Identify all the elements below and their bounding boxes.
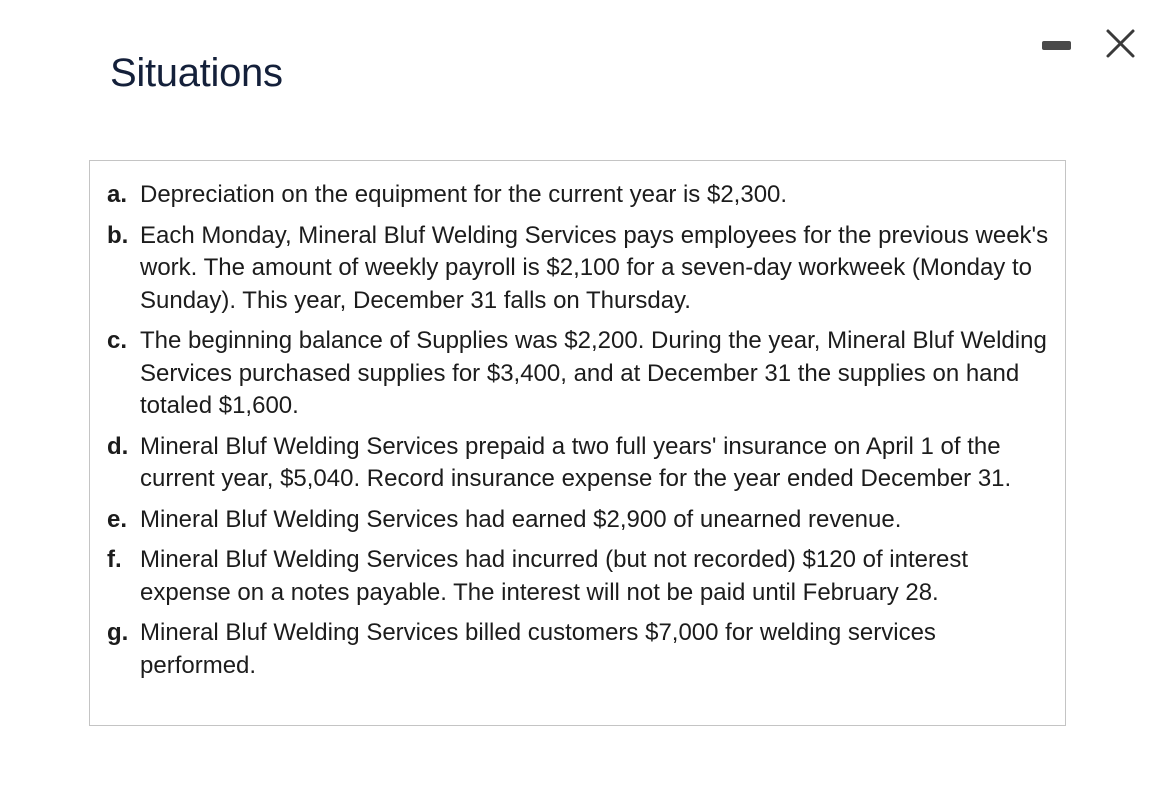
- situation-letter: f.: [107, 546, 122, 573]
- situation-text: Each Monday, Mineral Bluf Welding Services pays employees for the previous week's work. The amount of weekly payroll is $2,100 for a seven-day workweek (Monday to Sunday). This year, December 31 falls on Thursday.: [140, 221, 1049, 314]
- situations-panel: [89, 160, 1066, 726]
- situation-item-c: [107, 325, 1052, 423]
- minimize-icon: [1042, 41, 1071, 50]
- situation-text: The beginning balance of Supplies was $2,200. During the year, Mineral Bluf Welding Services purchased supplies for $3,400, and at December 31 the supplies on hand totaled $1,600.: [140, 327, 1047, 419]
- situation-text: Mineral Bluf Welding Services had earned $2,900 of unearned revenue.: [140, 505, 902, 533]
- situation-text: Mineral Bluf Welding Services had incurred (but not recorded) $120 of interest expense on a notes payable. The interest will not be paid until February 28.: [140, 546, 968, 606]
- minimize-button[interactable]: [1040, 26, 1074, 60]
- situation-item-f: [107, 544, 1052, 609]
- situation-item-e: [107, 504, 1052, 537]
- situation-letter: c.: [107, 327, 128, 354]
- situation-letter: a.: [107, 181, 128, 208]
- situations-list: [107, 179, 1052, 690]
- page-title: Situations: [110, 51, 283, 95]
- situation-text: Depreciation on the equipment for the current year is $2,300.: [140, 181, 788, 208]
- situation-text: Mineral Bluf Welding Services billed customers $7,000 for welding services performed.: [140, 619, 936, 679]
- situation-item-a: [107, 179, 1052, 212]
- situation-letter: b.: [107, 221, 129, 249]
- situation-item-g: [107, 617, 1052, 682]
- close-icon: [1103, 27, 1137, 61]
- situation-letter: g.: [107, 619, 129, 646]
- situation-item-d: [107, 431, 1052, 496]
- situation-letter: e.: [107, 505, 128, 533]
- situation-item-b: [107, 220, 1052, 318]
- situation-letter: d.: [107, 432, 129, 460]
- situation-text: Mineral Bluf Welding Services prepaid a two full years' insurance on April 1 of the current year, $5,040. Record insurance expense for the year ended December 31.: [140, 432, 1012, 492]
- close-button[interactable]: [1103, 27, 1137, 61]
